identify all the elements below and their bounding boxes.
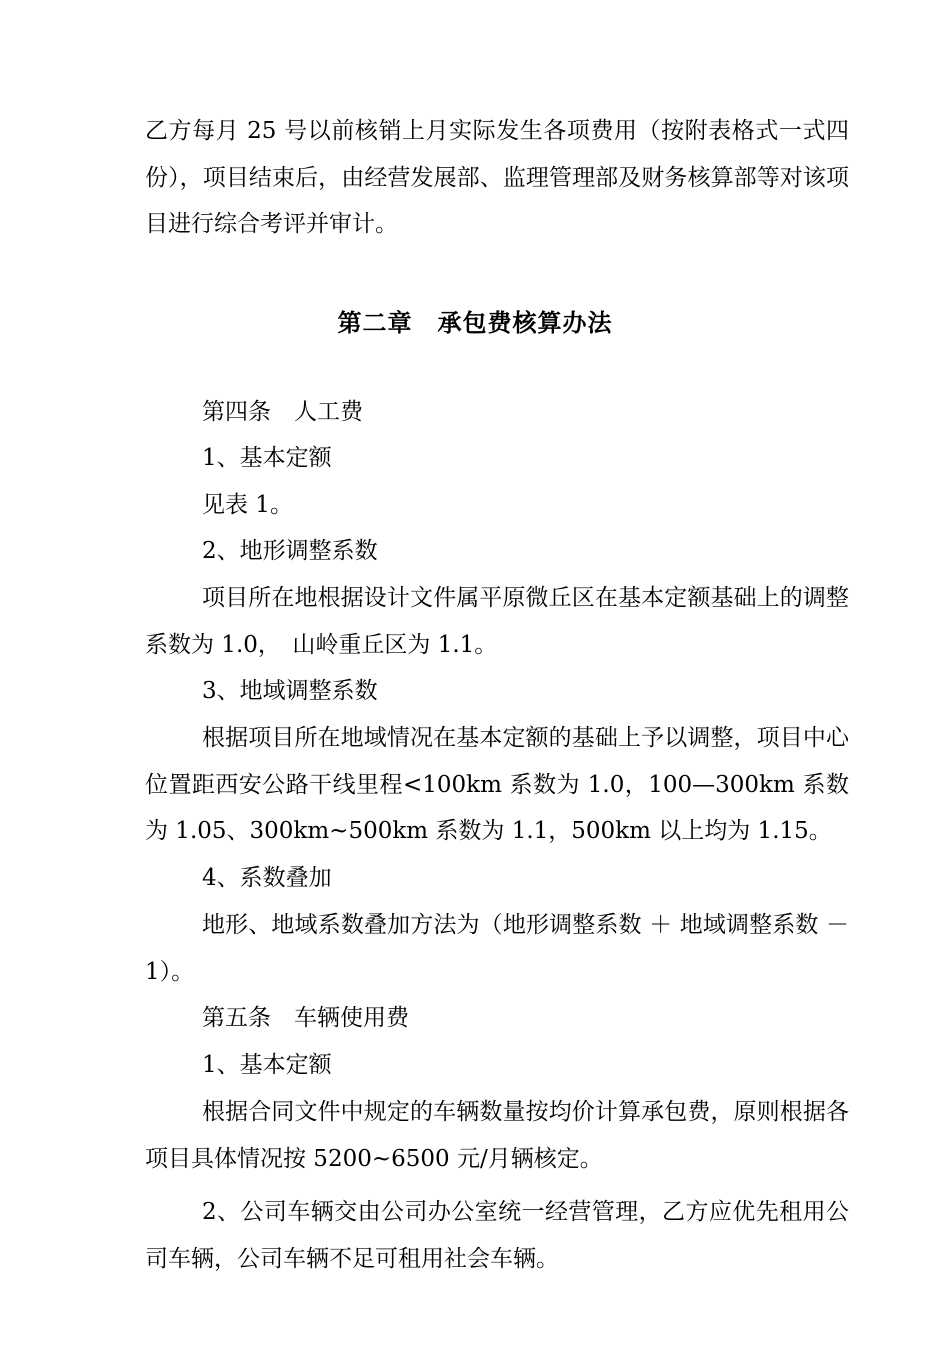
- article-4-item-2-title: 2、地形调整系数: [202, 538, 378, 564]
- article-4-item-3-title: 3、地域调整系数: [202, 678, 378, 704]
- article-4-item-2-text: 项目所在地根据设计文件属平原微丘区在基本定额基础上的调整系数为 1.0， 山岭重丘区为 1.1。: [145, 585, 849, 658]
- chapter-title: 第二章 承包费核算办法: [337, 309, 613, 337]
- article-4-item-1-title: 1、基本定额: [202, 445, 332, 471]
- article-5-item-1-title: 1、基本定额: [202, 1052, 332, 1078]
- article-4-item-3-text: 根据项目所在地域情况在基本定额的基础上予以调整，项目中心位置距西安公路干线里程<100km 系数为 1.0，100—300km 系数为 1.05、300km~500km 系数为 1.1，500km 以上均为 1.15。: [145, 725, 849, 844]
- article-4-item-4-title: 4、系数叠加: [202, 865, 332, 891]
- article-4-item-4-text: 地形、地域系数叠加方法为（地形调整系数 ＋ 地域调整系数 －1）。: [145, 912, 849, 985]
- article-5-title: 第五条 车辆使用费: [202, 1005, 409, 1031]
- intro-paragraph: 乙方每月 25 号以前核销上月实际发生各项费用（按附表格式一式四份），项目结束后，由经营发展部、监理管理部及财务核算部等对该项目进行综合考评并审计。: [145, 118, 849, 237]
- article-5-item-1-text: 根据合同文件中规定的车辆数量按均价计算承包费，原则根据各项目具体情况按 5200~6500 元/月辆核定。: [145, 1099, 849, 1172]
- article-4-item-1-text: 见表 1。: [202, 492, 293, 518]
- article-4-title: 第四条 人工费: [202, 399, 363, 425]
- article-5-item-2-text: 2、公司车辆交由公司办公室统一经营管理，乙方应优先租用公司车辆，公司车辆不足可租用社会车辆。: [145, 1199, 849, 1272]
